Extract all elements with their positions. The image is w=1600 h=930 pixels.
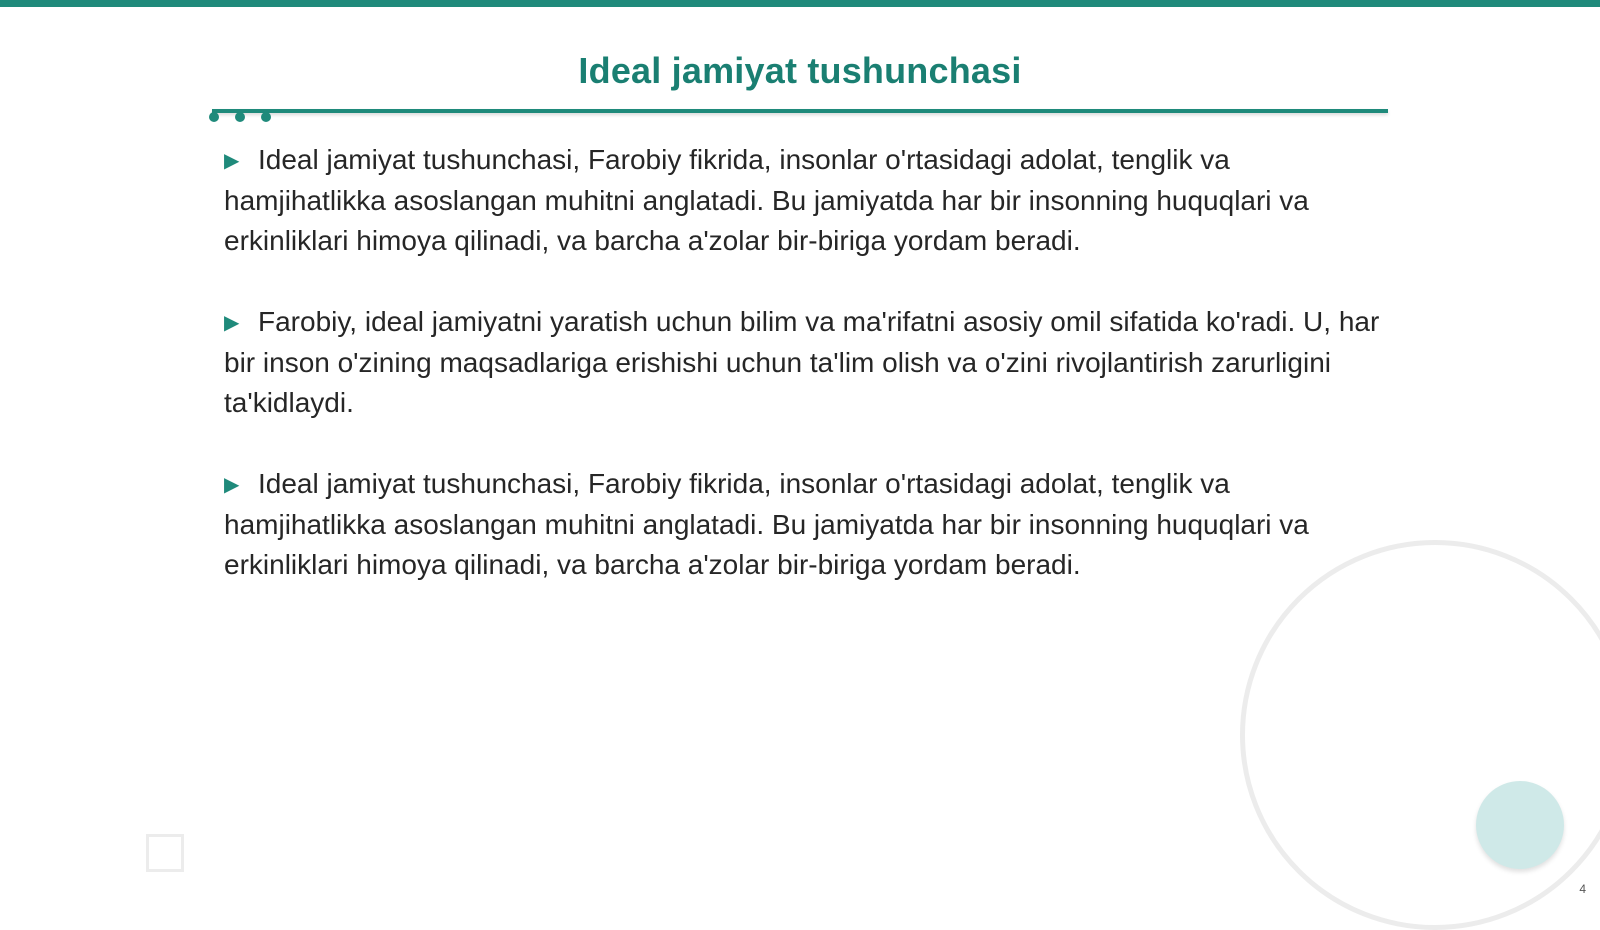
decorative-circle: [1476, 781, 1564, 869]
underline-dot: [209, 112, 219, 122]
bullet-paragraph: [224, 140, 1384, 261]
slide-title: Ideal jamiyat tushunchasi: [578, 50, 1022, 91]
triangle-bullet-icon: ▶: [224, 474, 240, 496]
bullet-paragraph: [224, 302, 1384, 423]
bullet-text: Ideal jamiyat tushunchasi, Farobiy fikrida, insonlar o'rtasidagi adolat, tenglik va hamjihatlikka asoslangan muhitni anglatadi. Bu jamiyatda har bir insonning huquqlari va erkinliklari himoya qilinadi, va barcha a'zolar bir-biriga yordam beradi.: [224, 144, 1309, 256]
underline-dot: [235, 112, 245, 122]
triangle-bullet-icon: ▶: [224, 150, 240, 172]
title-underline: [212, 109, 1388, 113]
decorative-square: [146, 834, 184, 872]
top-accent-bar: [0, 0, 1600, 7]
bullet-paragraph: [224, 464, 1384, 585]
bullet-text: Ideal jamiyat tushunchasi, Farobiy fikrida, insonlar o'rtasidagi adolat, tenglik va hamjihatlikka asoslangan muhitni anglatadi. Bu jamiyatda har bir insonning huquqlari va erkinliklari himoya qilinadi, va barcha a'zolar bir-biriga yordam beradi.: [224, 468, 1309, 580]
bullet-text: Farobiy, ideal jamiyatni yaratish uchun bilim va ma'rifatni asosiy omil sifatida ko'radi. U, har bir inson o'zining maqsadlariga erishishi uchun ta'lim olish va o'zini rivojlantirish zarurligini ta'kidlaydi.: [224, 306, 1380, 418]
page-number: 4: [1579, 882, 1586, 896]
triangle-bullet-icon: ▶: [224, 312, 240, 334]
slide-body: [224, 140, 1384, 626]
decorative-ring: [1240, 540, 1600, 930]
underline-dot: [261, 112, 271, 122]
